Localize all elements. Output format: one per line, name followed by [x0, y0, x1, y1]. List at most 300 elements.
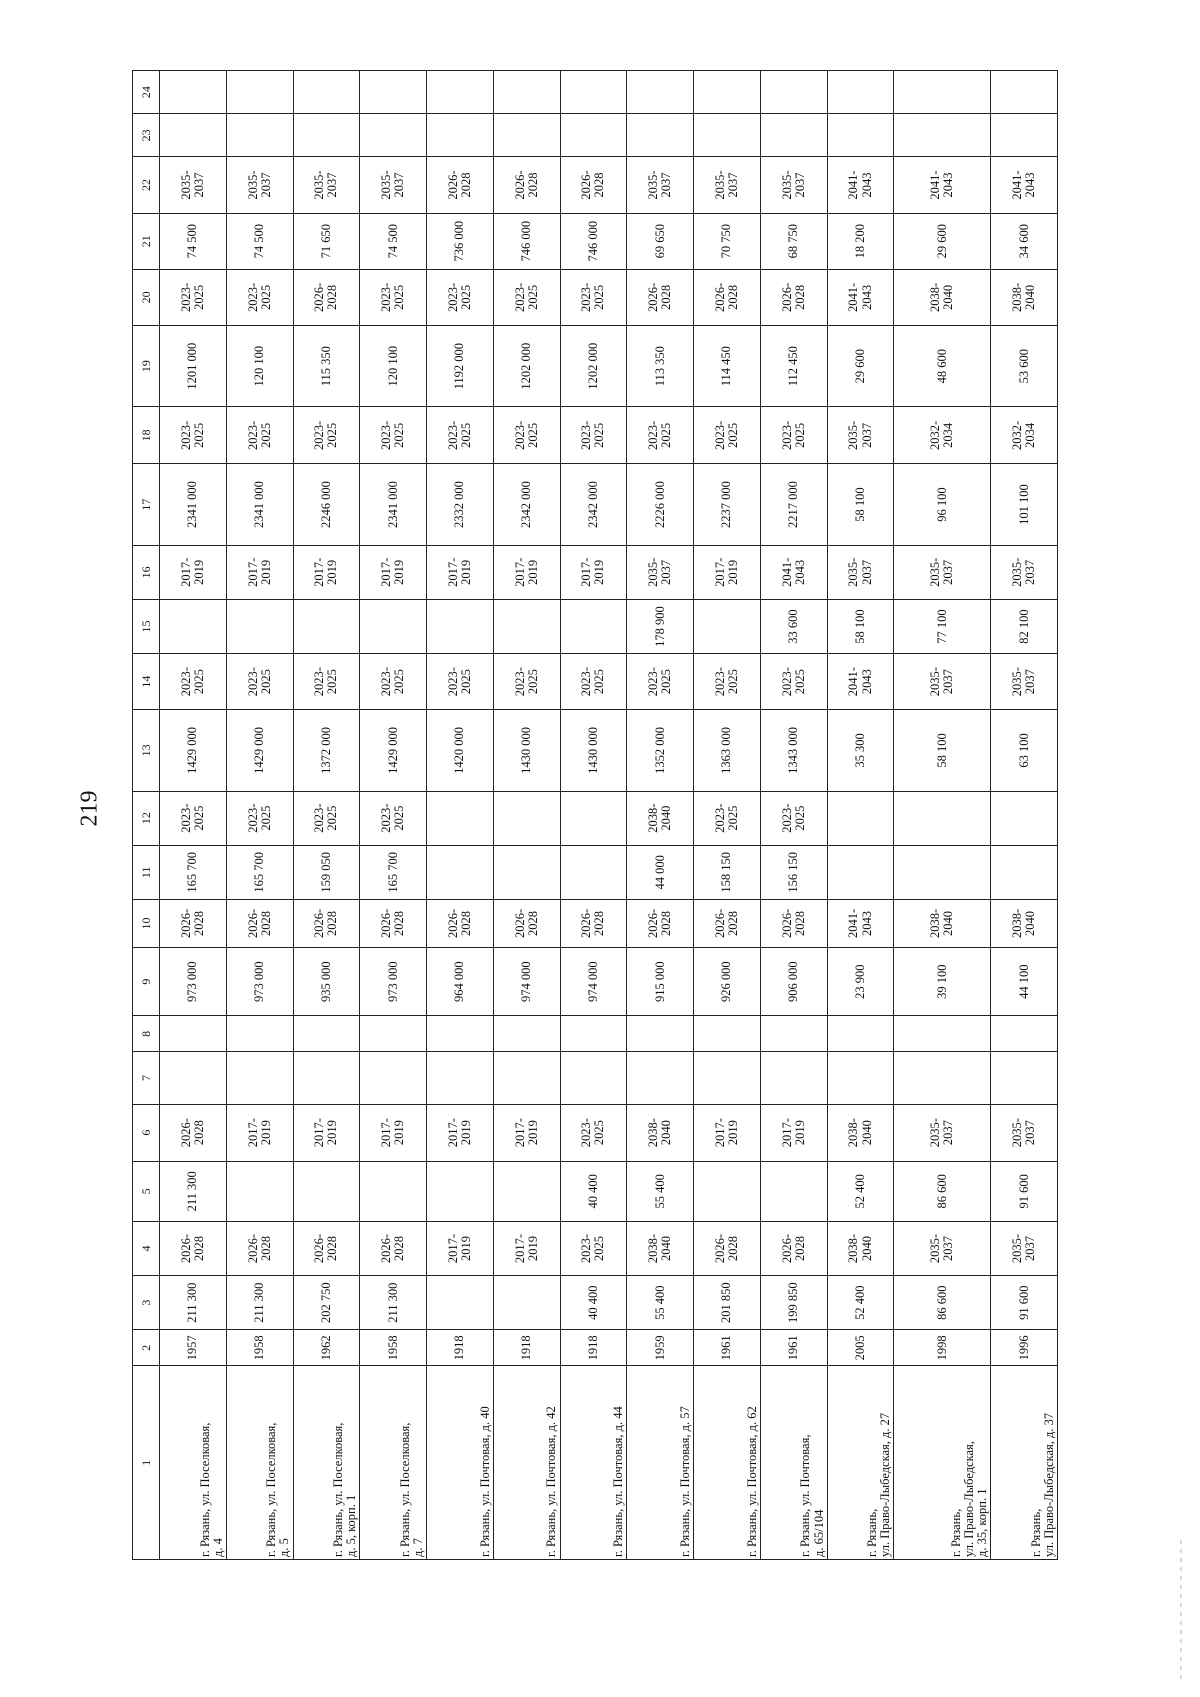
address-cell: г. Рязань, ул. Право-Лыбедская, д. 35, корп. 1 [894, 1366, 991, 1560]
table-cell: 1430 000 [560, 710, 627, 791]
table-cell [991, 791, 1058, 845]
table-cell: 202 750 [293, 1276, 360, 1330]
table-cell [760, 114, 827, 157]
column-header-10: 10 [133, 899, 160, 947]
table-cell [991, 1052, 1058, 1104]
column-header-6: 6 [133, 1104, 160, 1161]
table-cell: 2017- 2019 [493, 545, 560, 599]
table-cell: 2023- 2025 [493, 654, 560, 710]
table-cell: 74 500 [226, 213, 293, 269]
table-row [627, 71, 694, 1560]
table-cell: 2237 000 [694, 464, 761, 545]
table-cell: 82 100 [991, 599, 1058, 653]
table-cell: 2038- 2040 [827, 1104, 894, 1161]
table-cell: 1430 000 [493, 710, 560, 791]
table-cell: 2026- 2028 [293, 1221, 360, 1275]
table-cell: 58 100 [894, 710, 991, 791]
table-cell [760, 1161, 827, 1221]
table-cell: 2038- 2040 [627, 1104, 694, 1161]
table-cell: 2023- 2025 [560, 1104, 627, 1161]
table-cell [293, 71, 360, 114]
table-cell: 2035- 2037 [991, 1104, 1058, 1161]
table-cell: 68 750 [760, 213, 827, 269]
table-cell [560, 114, 627, 157]
table-cell: 2041- 2043 [827, 269, 894, 325]
table-cell: 2041- 2043 [827, 654, 894, 710]
table-cell [694, 71, 761, 114]
table-cell: 2035- 2037 [160, 157, 227, 213]
table-cell [694, 1016, 761, 1052]
table-cell: 2023- 2025 [694, 407, 761, 464]
address-cell: г. Рязань, ул. Право-Лыбедская, д. 27 [827, 1366, 894, 1560]
column-header-4: 4 [133, 1221, 160, 1275]
table-cell: 2023- 2025 [560, 407, 627, 464]
table-cell: 86 600 [894, 1276, 991, 1330]
rotated-page-content [132, 70, 1058, 1560]
table-cell [427, 845, 494, 899]
table-cell [360, 1052, 427, 1104]
column-header-7: 7 [133, 1052, 160, 1104]
table-cell: 113 350 [627, 326, 694, 407]
table-cell [694, 1161, 761, 1221]
table-cell: 69 650 [627, 213, 694, 269]
column-header-2: 2 [133, 1330, 160, 1366]
table-cell: 974 000 [493, 948, 560, 1016]
table-cell: 2341 000 [226, 464, 293, 545]
table-cell: 2017- 2019 [226, 545, 293, 599]
table-cell: 2023- 2025 [160, 269, 227, 325]
table-cell: 165 700 [160, 845, 227, 899]
table-cell: 63 100 [991, 710, 1058, 791]
table-cell: 2035- 2037 [827, 545, 894, 599]
table-cell: 2023- 2025 [627, 407, 694, 464]
table-cell: 1961 [760, 1330, 827, 1366]
table-cell: 44 100 [991, 948, 1058, 1016]
table-cell [894, 1052, 991, 1104]
address-cell: г. Рязань, ул. Поселковая, д. 5 [226, 1366, 293, 1560]
table-cell [226, 1052, 293, 1104]
table-cell: 2041- 2043 [827, 157, 894, 213]
table-cell: 2026- 2028 [293, 269, 360, 325]
table-cell [493, 791, 560, 845]
table-cell: 2038- 2040 [894, 899, 991, 947]
table-cell: 2023- 2025 [760, 654, 827, 710]
table-cell: 2017- 2019 [360, 545, 427, 599]
table-cell: 2026- 2028 [160, 1104, 227, 1161]
table-cell: 2023- 2025 [293, 407, 360, 464]
table-cell: 1962 [293, 1330, 360, 1366]
table-cell: 1343 000 [760, 710, 827, 791]
table-cell: 2038- 2040 [991, 899, 1058, 947]
table-cell: 58 100 [827, 464, 894, 545]
table-cell: 2023- 2025 [226, 269, 293, 325]
table-cell: 29 600 [827, 326, 894, 407]
table-cell [827, 71, 894, 114]
table-cell [493, 114, 560, 157]
table-cell: 2026- 2028 [627, 899, 694, 947]
table-cell: 1957 [160, 1330, 227, 1366]
table-cell: 2038- 2040 [894, 269, 991, 325]
table-cell: 2017- 2019 [226, 1104, 293, 1161]
table-cell: 165 700 [360, 845, 427, 899]
table-row [760, 71, 827, 1560]
table-cell: 2017- 2019 [493, 1221, 560, 1275]
table-cell [293, 114, 360, 157]
table-cell: 2023- 2025 [160, 654, 227, 710]
table-cell: 2023- 2025 [493, 269, 560, 325]
table-cell: 199 850 [760, 1276, 827, 1330]
table-cell: 2032- 2034 [894, 407, 991, 464]
table-cell [293, 1161, 360, 1221]
table-cell: 2026- 2028 [226, 1221, 293, 1275]
table-cell: 1429 000 [160, 710, 227, 791]
table-cell: 2023- 2025 [293, 654, 360, 710]
table-cell: 29 600 [894, 213, 991, 269]
table-cell: 2023- 2025 [360, 407, 427, 464]
table-cell [560, 845, 627, 899]
table-cell: 2023- 2025 [427, 407, 494, 464]
table-cell [894, 1016, 991, 1052]
table-cell [493, 599, 560, 653]
column-header-22: 22 [133, 157, 160, 213]
table-cell: 201 850 [694, 1276, 761, 1330]
table-cell: 77 100 [894, 599, 991, 653]
table-cell: 2023- 2025 [226, 791, 293, 845]
page-number: 219 [76, 790, 103, 827]
table-cell [427, 791, 494, 845]
table-cell: 746 000 [560, 213, 627, 269]
table-cell [894, 791, 991, 845]
table-cell [894, 845, 991, 899]
table-cell: 2023- 2025 [760, 791, 827, 845]
table-cell: 2035- 2037 [991, 545, 1058, 599]
table-cell: 2035- 2037 [760, 157, 827, 213]
table-cell [360, 114, 427, 157]
column-header-19: 19 [133, 326, 160, 407]
table-cell: 44 000 [627, 845, 694, 899]
table-cell: 58 100 [827, 599, 894, 653]
table-cell [360, 1161, 427, 1221]
table-cell [894, 71, 991, 114]
table-cell: 2023- 2025 [694, 654, 761, 710]
table-cell: 1363 000 [694, 710, 761, 791]
table-cell [827, 1052, 894, 1104]
table-cell: 2023- 2025 [226, 654, 293, 710]
header-row [133, 71, 160, 1560]
table-cell [991, 71, 1058, 114]
table-cell: 2246 000 [293, 464, 360, 545]
column-header-5: 5 [133, 1161, 160, 1221]
table-cell: 211 300 [226, 1276, 293, 1330]
table-cell: 2026- 2028 [160, 1221, 227, 1275]
table-cell: 120 100 [226, 326, 293, 407]
table-cell: 2023- 2025 [293, 791, 360, 845]
table-cell: 158 150 [694, 845, 761, 899]
table-cell: 1202 000 [560, 326, 627, 407]
scan-edge-artifact [1180, 1540, 1182, 1680]
table-cell [160, 71, 227, 114]
table-cell: 736 000 [427, 213, 494, 269]
table-cell: 2026- 2028 [427, 157, 494, 213]
table-cell: 86 600 [894, 1161, 991, 1221]
table-cell: 2023- 2025 [560, 1221, 627, 1275]
table-cell: 91 600 [991, 1276, 1058, 1330]
table-cell [427, 71, 494, 114]
column-header-15: 15 [133, 599, 160, 653]
table-cell: 2026- 2028 [760, 269, 827, 325]
table-cell: 2035- 2037 [360, 157, 427, 213]
table-cell: 2017- 2019 [293, 545, 360, 599]
table-cell [991, 114, 1058, 157]
table-cell [493, 71, 560, 114]
table-cell [560, 791, 627, 845]
column-header-11: 11 [133, 845, 160, 899]
column-header-21: 21 [133, 213, 160, 269]
table-cell: 2342 000 [560, 464, 627, 545]
table-cell: 2035- 2037 [894, 545, 991, 599]
table-cell: 2026- 2028 [694, 269, 761, 325]
table-cell: 2035- 2037 [991, 654, 1058, 710]
table-cell: 2023- 2025 [560, 269, 627, 325]
table-cell: 74 500 [160, 213, 227, 269]
table-cell: 40 400 [560, 1276, 627, 1330]
table-row [894, 71, 991, 1560]
table-cell: 2023- 2025 [427, 269, 494, 325]
table-cell: 1202 000 [493, 326, 560, 407]
table-cell: 2017- 2019 [760, 1104, 827, 1161]
table-cell: 74 500 [360, 213, 427, 269]
column-header-8: 8 [133, 1016, 160, 1052]
table-cell: 55 400 [627, 1161, 694, 1221]
table-cell: 96 100 [894, 464, 991, 545]
table-cell: 1959 [627, 1330, 694, 1366]
table-row [293, 71, 360, 1560]
table-cell: 2035- 2037 [991, 1221, 1058, 1275]
table-cell: 2026- 2028 [360, 899, 427, 947]
table-cell [560, 71, 627, 114]
table-cell: 2023- 2025 [360, 791, 427, 845]
table-cell [827, 1016, 894, 1052]
table-cell [360, 1016, 427, 1052]
table-cell: 1372 000 [293, 710, 360, 791]
table-cell: 2023- 2025 [360, 269, 427, 325]
table-cell: 2217 000 [760, 464, 827, 545]
table-cell: 2026- 2028 [694, 1221, 761, 1275]
table-cell: 2017- 2019 [560, 545, 627, 599]
table-cell: 71 650 [293, 213, 360, 269]
table-cell: 1958 [360, 1330, 427, 1366]
table-cell: 746 000 [493, 213, 560, 269]
table-cell: 2038- 2040 [991, 269, 1058, 325]
table-cell: 91 600 [991, 1161, 1058, 1221]
table-cell: 2026- 2028 [493, 157, 560, 213]
table-cell: 2026- 2028 [226, 899, 293, 947]
table-cell [493, 1276, 560, 1330]
table-cell: 18 200 [827, 213, 894, 269]
table-cell: 55 400 [627, 1276, 694, 1330]
table-wrapper [132, 70, 1058, 1560]
table-cell: 2035- 2037 [694, 157, 761, 213]
table-cell: 1918 [493, 1330, 560, 1366]
table-cell: 2023- 2025 [694, 791, 761, 845]
column-header-3: 3 [133, 1276, 160, 1330]
table-cell: 48 600 [894, 326, 991, 407]
column-header-17: 17 [133, 464, 160, 545]
table-cell: 2017- 2019 [293, 1104, 360, 1161]
table-cell [427, 1016, 494, 1052]
table-cell [760, 71, 827, 114]
table-cell: 40 400 [560, 1161, 627, 1221]
table-cell [627, 71, 694, 114]
table-cell: 2026- 2028 [627, 269, 694, 325]
table-cell: 2026- 2028 [760, 899, 827, 947]
column-header-20: 20 [133, 269, 160, 325]
table-cell: 1961 [694, 1330, 761, 1366]
table-cell: 2017- 2019 [694, 545, 761, 599]
table-cell: 1429 000 [226, 710, 293, 791]
table-cell: 2023- 2025 [560, 654, 627, 710]
table-cell [226, 1161, 293, 1221]
table-cell: 2035- 2037 [293, 157, 360, 213]
table-cell: 2038- 2040 [627, 791, 694, 845]
table-cell: 973 000 [360, 948, 427, 1016]
table-cell: 112 450 [760, 326, 827, 407]
table-cell: 2023- 2025 [427, 654, 494, 710]
table-cell: 2023- 2025 [760, 407, 827, 464]
table-cell [493, 1016, 560, 1052]
table-cell [293, 1052, 360, 1104]
table-cell [293, 599, 360, 653]
address-cell: г. Рязань, ул. Почтовая, д. 40 [427, 1366, 494, 1560]
table-cell: 2026- 2028 [160, 899, 227, 947]
table-cell: 2026- 2028 [360, 1221, 427, 1275]
table-cell [560, 599, 627, 653]
table-cell [160, 1016, 227, 1052]
table-cell [827, 114, 894, 157]
address-cell: г. Рязань, ул. Почтовая, д. 65/104 [760, 1366, 827, 1560]
table-cell [226, 599, 293, 653]
table-cell: 926 000 [694, 948, 761, 1016]
table-cell: 211 300 [360, 1276, 427, 1330]
table-cell: 2017- 2019 [493, 1104, 560, 1161]
table-cell: 2035- 2037 [627, 545, 694, 599]
table-cell: 2041- 2043 [760, 545, 827, 599]
column-header-12: 12 [133, 791, 160, 845]
column-header-23: 23 [133, 114, 160, 157]
table-cell: 1192 000 [427, 326, 494, 407]
table-cell [493, 1161, 560, 1221]
table-cell: 974 000 [560, 948, 627, 1016]
table-cell: 2026- 2028 [560, 157, 627, 213]
table-cell: 165 700 [226, 845, 293, 899]
column-header-16: 16 [133, 545, 160, 599]
column-header-13: 13 [133, 710, 160, 791]
table-cell: 2026- 2028 [560, 899, 627, 947]
table-cell [427, 1276, 494, 1330]
table-cell: 973 000 [160, 948, 227, 1016]
address-cell: г. Рязань, ул. Поселковая, д. 5, корп. 1 [293, 1366, 360, 1560]
table-cell: 53 600 [991, 326, 1058, 407]
table-cell: 2041- 2043 [827, 899, 894, 947]
table-cell: 52 400 [827, 1276, 894, 1330]
table-cell: 1352 000 [627, 710, 694, 791]
table-cell: 2023- 2025 [226, 407, 293, 464]
table-cell [226, 114, 293, 157]
table-cell [991, 1016, 1058, 1052]
table-cell: 2342 000 [493, 464, 560, 545]
address-cell: г. Рязань, ул. Почтовая, д. 42 [493, 1366, 560, 1560]
table-row [827, 71, 894, 1560]
table-cell: 906 000 [760, 948, 827, 1016]
table-cell: 35 300 [827, 710, 894, 791]
table-cell: 2026- 2028 [293, 899, 360, 947]
table-cell: 2023- 2025 [493, 407, 560, 464]
table-cell: 114 450 [694, 326, 761, 407]
table-cell: 159 050 [293, 845, 360, 899]
table-cell: 1918 [427, 1330, 494, 1366]
table-cell: 2005 [827, 1330, 894, 1366]
table-cell: 1998 [894, 1330, 991, 1366]
table-cell: 964 000 [427, 948, 494, 1016]
column-header-14: 14 [133, 654, 160, 710]
table-cell: 2035- 2037 [894, 1221, 991, 1275]
table-cell: 2038- 2040 [627, 1221, 694, 1275]
table-row [560, 71, 627, 1560]
table-cell [827, 845, 894, 899]
table-cell: 1918 [560, 1330, 627, 1366]
address-cell: г. Рязань, ул. Поселковая, д. 7 [360, 1366, 427, 1560]
table-cell [560, 1016, 627, 1052]
table-cell: 2023- 2025 [360, 654, 427, 710]
table-cell: 2026- 2028 [694, 899, 761, 947]
table-cell: 2341 000 [160, 464, 227, 545]
table-cell: 2035- 2037 [827, 407, 894, 464]
table-cell [427, 599, 494, 653]
table-cell: 2023- 2025 [627, 654, 694, 710]
table-cell: 1958 [226, 1330, 293, 1366]
table-cell [160, 1052, 227, 1104]
column-header-9: 9 [133, 948, 160, 1016]
table-cell [427, 1052, 494, 1104]
table-cell [560, 1052, 627, 1104]
table-cell [360, 599, 427, 653]
column-header-1: 1 [133, 1366, 160, 1560]
table-cell: 2035- 2037 [894, 1104, 991, 1161]
table-cell: 52 400 [827, 1161, 894, 1221]
table-cell: 2023- 2025 [160, 407, 227, 464]
table-cell: 2017- 2019 [694, 1104, 761, 1161]
table-cell [894, 114, 991, 157]
table-cell: 2035- 2037 [627, 157, 694, 213]
table-cell: 211 300 [160, 1161, 227, 1221]
table-cell: 2226 000 [627, 464, 694, 545]
table-cell: 34 600 [991, 213, 1058, 269]
table-row [427, 71, 494, 1560]
table-cell [760, 1052, 827, 1104]
table-cell [991, 845, 1058, 899]
table-cell [160, 114, 227, 157]
address-cell: г. Рязань, ул. Почтовая, д. 57 [627, 1366, 694, 1560]
table-row [991, 71, 1058, 1560]
table-cell: 1429 000 [360, 710, 427, 791]
table-cell: 2017- 2019 [427, 1221, 494, 1275]
table-cell [627, 1016, 694, 1052]
table-cell [493, 1052, 560, 1104]
table-cell: 2017- 2019 [360, 1104, 427, 1161]
table-cell: 935 000 [293, 948, 360, 1016]
table-cell: 2026- 2028 [493, 899, 560, 947]
table-cell: 2041- 2043 [894, 157, 991, 213]
